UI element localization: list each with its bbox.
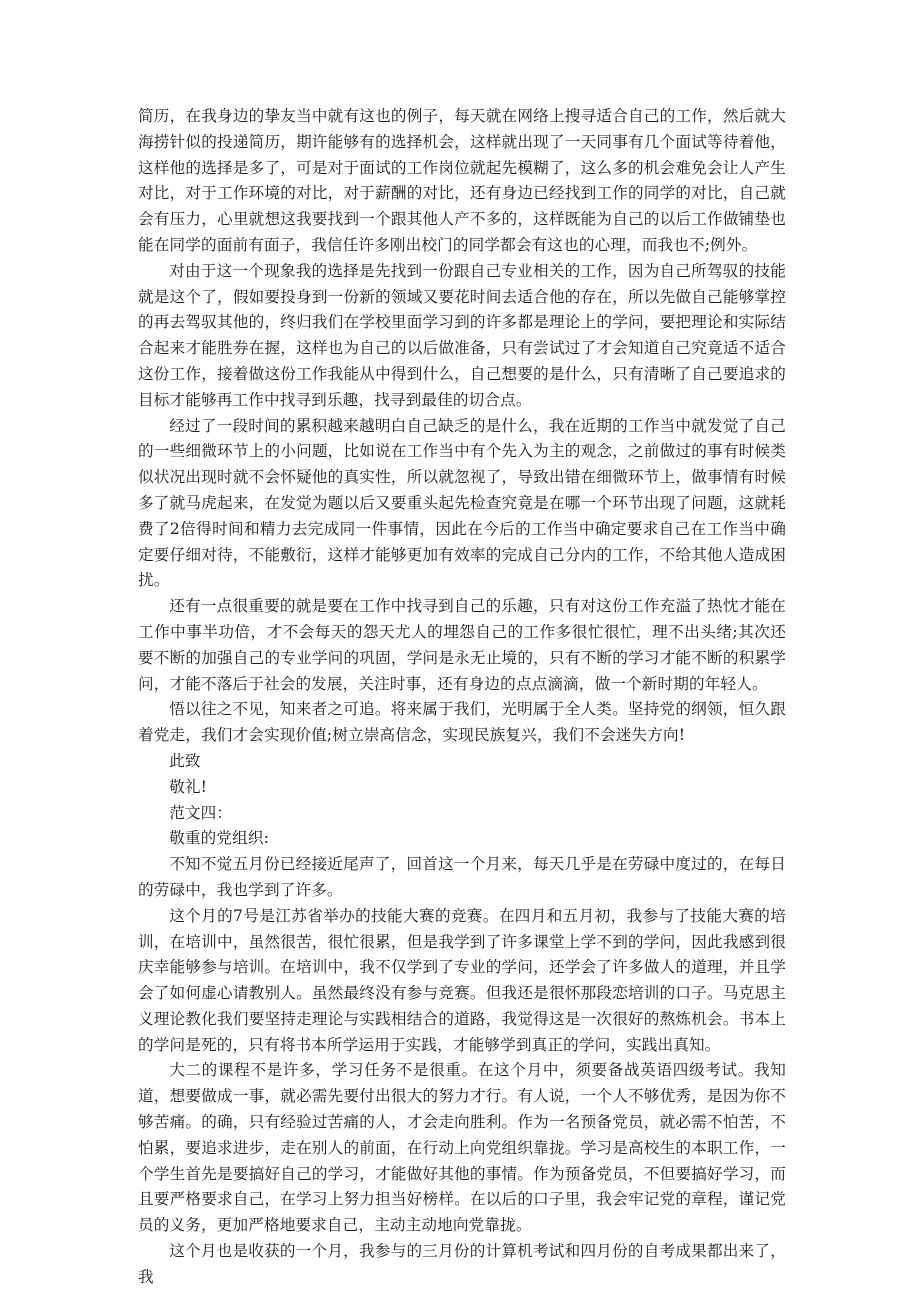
- letter-greeting: 敬重的党组织:: [169, 829, 270, 848]
- paragraph-harvest: 这个月也是收获的一个月，我参与的三月份的计算机考试和四月份的自考成果都出来了，我: [138, 1242, 786, 1286]
- paragraph-study: 大二的课程不是许多，学习任务不是很重。在这个月中，须要备战英语四级考试。我知道，想要做成一事，就必需先要付出很大的努力才行。有人说，一个人不够优秀，是因为你不够苦痛。的确，只有经验过苦痛的人，才会走向胜利。作为一名预备党员，就必需不怕苦，不怕累，要追求进步，走在别人的前面，在行动上向党组织靠拢。学习是高校生的本职工作，一个学生首先是要搞好自己的学习，才能做好其他的事情。作为预备党员，不但要搞好学习，而且要严格要求自己，在学习上努力担当好榜样。在以后的口子里，我会牢记党的章程，谨记党员的义务，更加严格地要求自己，主动主动地向党靠拢。: [138, 1061, 786, 1235]
- closing-salutation: 此致: [169, 751, 201, 770]
- document-body: [138, 104, 786, 1291]
- paragraph-detail-issues: 经过了一段时间的累积越来越明白自己缺乏的是什么，我在近期的工作当中就发觉了自己的一些细微环节上的小问题，比如说在工作当中有个先入为主的观念，之前做过的事有时候类似状况出现时就不会怀疑他的真实性，所以就忽视了，导致出错在细微环节上，做事情有时候多了就马虎起来，在发觉为题以后又要重头起先检查究竟是在哪一个环节出现了问题，这就耗费了2倍得时间和精力去完成同一件事情，因此在今后的工作当中确定要求自己在工作当中确定要仔细对待，不能敷衍，这样才能够更加有效率的完成自己分内的工作，不给其他人造成困扰。: [138, 416, 786, 590]
- paragraph-skills-contest: 这个月的7号是江苏省举办的技能大赛的竞赛。在四月和五月初，我参与了技能大赛的培训，在培训中，虽然很苦，很忙很累，但是我学到了许多课堂上学不到的学问，因此我感到很庆幸能够参与培训。在培训中，我不仅学到了专业的学问，还学会了许多做人的道理，并且学会了如何虚心请教别人。虽然最终没有参与竞赛。但我还是很怀那段恋培训的口子。马克思主义理论教化我们要坚持走理论与实践相结合的道路，我觉得这是一次很好的熬炼机会。书本上的学问是死的，只有将书本所学运用于实践，才能够学到真正的学问，实践出真知。: [138, 906, 786, 1054]
- paragraph-may-review: 不知不觉五月份已经接近尾声了，回首这一个月来，每天几乎是在劳碌中度过的，在每日的劳碌中，我也学到了许多。: [138, 855, 786, 899]
- paragraph-find-joy: 还有一点很重要的就是要在工作中找寻到自己的乐趣，只有对这份工作充溢了热忱才能在工作中事半功倍，才不会每天的怨天尤人的埋怨自己的工作多很忙很忙，理不出头绪;其次还要不断的加强自己的专业学问的巩固，学问是永无止境的，只有不断的学习才能不断的积累学问，才能不落后于社会的发展，关注时事，还有身边的点点滴滴，做一个新时期的年轻人。: [138, 597, 786, 693]
- section-heading: 范文四：: [169, 803, 233, 822]
- paragraph-future: 悟以往之不见，知来者之可追。将来属于我们，光明属于全人类。坚持党的纲领，恒久跟着党走，我们才会实现价值;树立崇高信念，实现民族复兴，我们不会迷失方向!: [138, 700, 786, 745]
- closing-regards: 敬礼!: [169, 777, 208, 796]
- paragraph-continuation: 简历，在我身边的挚友当中就有这也的例子，每天就在网络上搜寻适合自己的工作，然后就大海捞针似的投递简历，期许能够有的选择机会，这样就出现了一天同事有几个面试等待着他，这样他的选择是多了，可是对于面试的工作岗位就起先模糊了，这么多的机会难免会让人产生对比，对于工作环境的对比，对于薪酬的对比，还有身边已经找到工作的同学的对比，自己就会有压力，心里就想这我要找到一个跟其他人产不多的，这样既能为自己的以后工作做铺垫也能在同学的面前有面子，我信任许多刚出校门的同学都会有这也的心理，而我也不;例外。: [138, 107, 786, 254]
- paragraph-job-choice: 对由于这一个现象我的选择是先找到一份跟自己专业相关的工作，因为自己所驾驭的技能就是这个了，假如要投身到一份新的领域又要花时间去适合他的存在，所以先做自己能够掌控的再去驾驭其他的，终归我们在学校里面学习到的许多都是理论上的学问，要把理论和实际结合起来才能胜券在握，这样也为自己的以后做准备，只有尝试过了才会知道自己究竟适不适合这份工作，接着做这份工作我能从中得到什么，自己想要的是什么，只有清晰了自己要追求的目标才能够再工作中找寻到乐趣，找寻到最佳的切合点。: [138, 261, 786, 409]
